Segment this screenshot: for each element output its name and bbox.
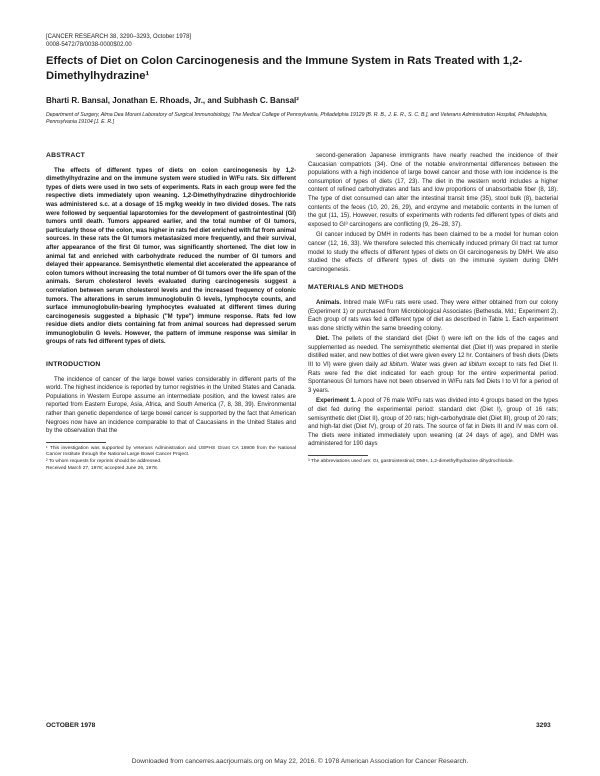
diet-italic-2: ad libitum [459, 362, 487, 369]
abstract-text: The effects of different types of diets on colon carcinogenesis by 1,2-dimethylhydrazine and on the immune system were studied in W/Fu rats. Six different types of diets were used in two sets of experiments. Rats in each group were fed the respective diets immediately upon weaning. 1,2-Dimethylhydrazine dihydrochloride was administered s.c. at a dosage of 15 mg/kg weekly in two divided doses. The rats were followed by sequential laparotomies for the development of gastrointestinal (GI) tumors until death. Tumors appeared earlier, and the total number of GI tumors, particularly those of the colon, was higher in rats fed diet enriched with fat from animal sources. In these rats the GI tumors metastasized more frequently, and their survival, after appearance of the first GI tumor, was significantly shortened. The diet low in animal fat and enriched with carbohydrate reduced the number of GI tumors and delayed their appearance. Semisynthetic elemental diet accelerated the appearance of colon tumors without increasing the total number of GI tumors over the life span of the animals. Serum cholesterol levels evaluated during carcinogenesis suggest a correlation between serum cholesterol levels and the increased frequency of colonic tumors. The alterations in serum immunoglobulin G levels, lymphocyte counts, and surface immunoglobulin-bearing lymphocytes evaluated at different times during carcinogenesis suggested a biphasic ("M type") immune response. Rats fed low residue diets and/or diets containing fat from animal sources had depressed serum immunoglobulin G levels. However, the pattern of immune response was similar in groups of rats fed different types of diets. [46, 167, 296, 346]
journal-citation: [CANCER RESEARCH 38, 3290–3293, October 1978] [46, 34, 192, 40]
methods-heading: MATERIALS AND METHODS [308, 284, 404, 292]
diet-italic-1: ad libitum [380, 362, 408, 369]
journal-header [46, 34, 566, 49]
introduction-paragraph-2: second-generation Japanese immigrants have nearly reached the incidence of their Caucasian compatriots (34). One of the notable environmental differences between the populations with a high incidence of large bowel cancer and those with low incidence is the consumption of types of diets (17, 23). The diet in the western world includes a higher content of refined carbohydrates and fats and low proportions of unabsorbable fiber (8, 18). The type of diet consumed can alter the intestinal transit time (35), stool bulk (8), bacterial contents of the feces (10, 20, 26, 29), and enzyme and metabolic contents in the lumen of the gut (11, 15). However, results of experiments with rodents fed different types of diets and exposed to GI³ carcinogens are conflicting (9, 26–28, 37). [308, 153, 558, 228]
introduction-paragraph-3: GI cancer induced by DMH in rodents has been claimed to be a model for human colon cancer (12, 16, 33). We therefore selected this chemically induced primary GI tract rat tumor model to study the effects of different types of diets on GI carcinogenesis by DMH. We also studied the effects of different types of diets on the immune system during DMH carcinogenesis. [308, 232, 558, 273]
introduction-paragraph-1: The incidence of cancer of the large bowel varies considerably in different parts of the world. The highest incidence is reported by tumor registries in the United States and Canada. Populations in Western Europe assume an intermediate position, and the lowest rates are reported from Eastern Europe, Asia, Africa, and South America (7, 8, 38, 39). Environmental rather than genetic dependence of large bowel cancer is supported by the fact that American Negroes now have an incidence comparable to that of Caucasians in the United States and by the observation that the [46, 376, 296, 435]
footnote-divider [46, 442, 106, 443]
diet-paragraph [308, 335, 558, 395]
footnote-1: ¹ This investigation was supported by Veterans Administration and USPHS Grant CA 16909 from the National Cancer Institute through the National Large Bowel Cancer Project. [46, 445, 296, 458]
footnotes-right [308, 459, 558, 465]
left-column [46, 152, 296, 474]
received-dates: Received March 27, 1978; accepted June 26, 1978. [46, 466, 159, 472]
introduction-heading: INTRODUCTION [46, 361, 101, 369]
abstract-heading: ABSTRACT [46, 152, 85, 159]
footnote-divider-right [308, 455, 368, 456]
footnote-3: ³ The abbreviations used are: GI, gastrointestinal; DMH, 1,2-dimethylhydrazine dihydrochloride. [308, 459, 514, 464]
animals-text: Inbred male W/Fu rats were used. They were either obtained from our colony (Experiment 1) or purchased from Microbiological Associates (Bethesda, Md.; Experiment 2). Each group of rats was fed a different type of diet as described in Table 1. Each experiment was done strictly within the same breeding colony. [308, 299, 558, 332]
affiliation: Department of Surgery, Alma Dea Morani Laboratory of Surgical Immunobiology, The Medical College of Pennsylvania, Philadelphia 19129 [B. R. B., J. E. R., S. C. B.], and Veterans Administration Hospital, Philadelphia, Pennsylvania 19104 [J. E. R.] [46, 112, 548, 125]
diet-text-3: except to rats fed Diet II. Rats were fed the diet indicated for each group for the entire experimental period. Spontaneous GI tumors have not been observed in W/Fu rats fed Diets I to VI for a period of 3 years. [308, 362, 558, 394]
experiment-1-text: A pool of 76 male W/Fu rats was divided into 4 groups based on the types of diet fed during the experimental period: standard diet (Diet I), group of 16 rats; semisynthetic diet (Diet II), group of 20 rats; high-carbohydrate diet (Diet III), group of 20 rats; and high-fat diet (Diet IV), group of 20 rats. The source of fat in Diets III and IV was corn oil. The diets were initiated immediately upon weaning (at 24 days of age), and DMH was administered for 190 days [308, 398, 558, 448]
footnote-2: ² To whom requests for reprints should be addressed. [46, 459, 162, 465]
experiment-1-subheading: Experiment 1. [316, 398, 356, 405]
right-column [308, 152, 558, 466]
animals-subheading: Animals. [316, 299, 342, 306]
diet-subheading: Diet. [316, 336, 330, 343]
page-number: 3293 [536, 722, 551, 729]
diet-text-2: . Water was given [407, 362, 458, 369]
animals-paragraph [308, 299, 558, 333]
issue-date: OCTOBER 1978 [46, 722, 96, 729]
journal-code: 0008-5472/78/0038-0000$02.00 [46, 41, 132, 48]
article-title: Effects of Diet on Colon Carcinogenesis and the Immune System in Rats Treated with 1,2-Dimethylhydrazine¹ [46, 55, 523, 82]
author-list: Bharti R. Bansal, Jonathan E. Rhoads, Jr., and Subhash C. Bansal² [46, 96, 299, 105]
download-notice: Downloaded from cancerres.aacrjournals.org on May 22, 2016. © 1978 American Association for Cancer Research. [131, 758, 469, 765]
experiment-1-paragraph [308, 397, 558, 449]
footnotes-left [46, 446, 296, 473]
diet-text-1: The pellets of the standard diet (Diet I) were left on the lids of the cages and supplemented as needed. The semisynthetic elemental diet (Diet II) was prepared in sterile distilled water, and new bottles of diet were given every 12 hr. Containers of fresh diets (Diets III to VI) were given daily [308, 336, 558, 369]
